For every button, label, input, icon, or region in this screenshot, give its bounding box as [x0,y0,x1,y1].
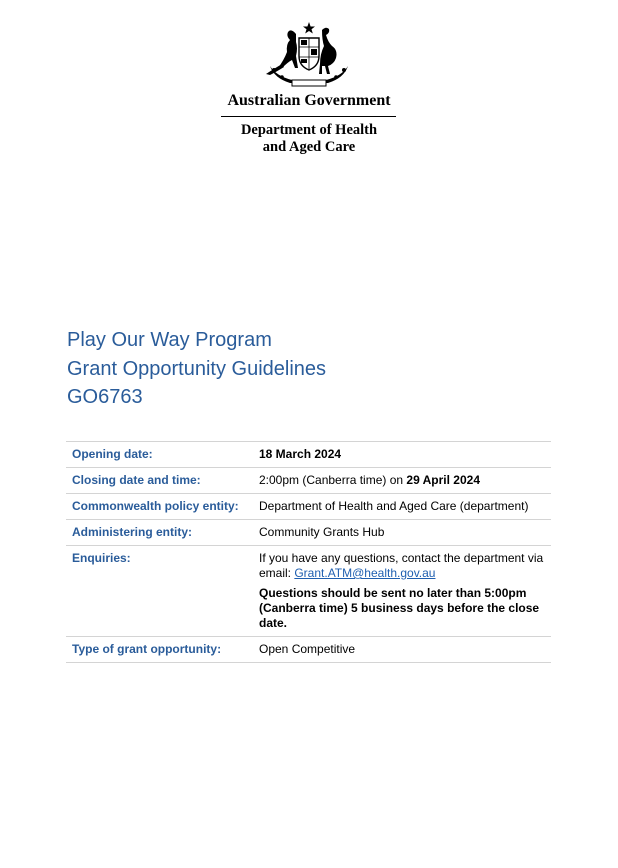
policy-entity-value: Department of Health and Aged Care (department) [253,494,551,520]
enquiries-value [253,546,551,637]
enquiries-email-link[interactable]: Grant.ATM@health.gov.au [294,566,436,580]
table-row [66,546,551,637]
grant-details-table [66,441,551,663]
opening-date-value: 18 March 2024 [253,442,551,468]
title-code: GO6763 [67,386,143,408]
enquiries-intro: If you have any questions, contact the department via email: [259,551,544,580]
table-row [66,637,551,663]
document-title [67,326,326,412]
department-line-2: and Aged Care [262,139,356,155]
closing-date-text: 29 April 2024 [406,473,481,487]
administering-entity-value: Community Grants Hub [253,520,551,546]
table-row [66,468,551,494]
department-line-1: Department of Health [240,122,378,138]
enquiries-label: Enquiries: [66,546,253,637]
title-program: Play Our Way Program [67,329,272,351]
closing-date-label: Closing date and time: [66,468,253,494]
policy-entity-label: Commonwealth policy entity: [66,494,253,520]
title-guidelines: Grant Opportunity Guidelines [67,357,327,380]
header-divider [221,116,396,117]
grant-type-label: Type of grant opportunity: [66,637,253,663]
closing-date-value [253,468,551,494]
government-name: Australian Government [227,92,391,109]
table-row [66,494,551,520]
table-row [66,442,551,468]
closing-time-text: 2:00pm (Canberra time) on [259,473,407,487]
table-row [66,520,551,546]
department-name [0,122,618,156]
coat-of-arms-logo [262,20,356,90]
grant-type-value: Open Competitive [253,637,551,663]
enquiries-text [259,551,545,581]
enquiries-deadline-note: Questions should be sent no later than 5:00pm (Canberra time) 5 business days before the close date. [259,586,540,630]
administering-entity-label: Administering entity: [66,520,253,546]
opening-date-label: Opening date: [66,442,253,468]
